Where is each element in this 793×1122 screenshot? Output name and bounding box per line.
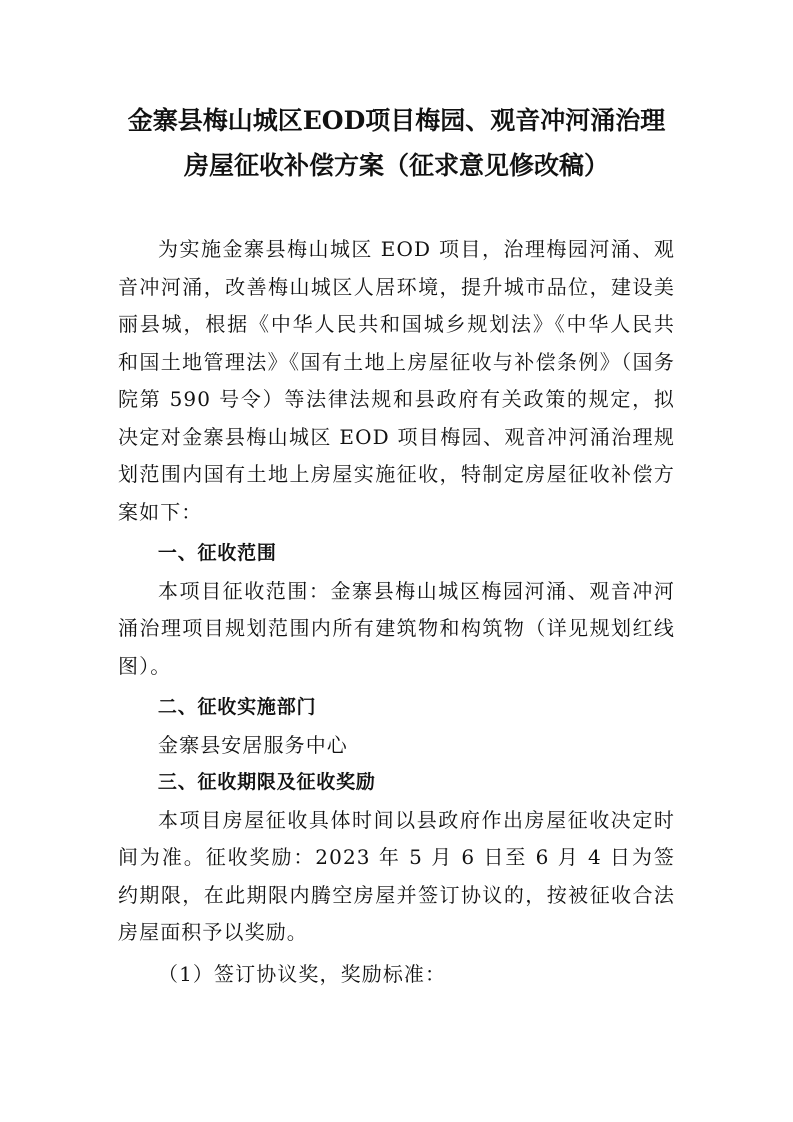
- section-body-scope: 本项目征收范围：金寨县梅山城区梅园河涌、观音冲河涌治理项目规划范围内所有建筑物和构筑物（详见规划红线图）。: [118, 578, 675, 678]
- title-line-2: 房屋征收补偿方案（征求意见修改稿）: [183, 151, 609, 180]
- section-body-department: 金寨县安居服务中心: [158, 732, 348, 757]
- title-line-1: 金寨县梅山城区EOD项目梅园、观音冲河涌治理: [127, 106, 666, 135]
- intro-paragraph: 为实施金寨县梅山城区 EOD 项目，治理梅园河涌、观音冲河涌，改善梅山城区人居环境，提升城市品位，建设美丽县城，根据《中华人民共和国城乡规划法》《中华人民共和国土地管理法》《国有土地上房屋征收与补偿条例》（国务院第 590 号令）等法律法规和县政府有关政策的规定，拟决定对金寨县梅山城区 EOD 项目梅园、观音冲河涌治理规划范围内国有土地上房屋实施征收，特制定房屋征收补偿方案如下：: [118, 237, 675, 524]
- reward-item-1: （1）签订协议奖，奖励标准：: [158, 961, 447, 986]
- section-body-period-reward: 本项目房屋征收具体时间以县政府作出房屋征收决定时间为准。征收奖励：2023 年 5 月 6 日至 6 月 4 日为签约期限，在此期限内腾空房屋并签订协议的，按被征收合法房屋面积予以奖励。: [118, 807, 675, 944]
- document-title: [118, 98, 675, 188]
- section-heading-period-reward: 三、征收期限及征收奖励: [157, 771, 376, 793]
- document-body: [118, 231, 675, 993]
- section-heading-scope: 一、征收范围: [157, 542, 277, 564]
- section-heading-department: 二、征收实施部门: [157, 696, 317, 718]
